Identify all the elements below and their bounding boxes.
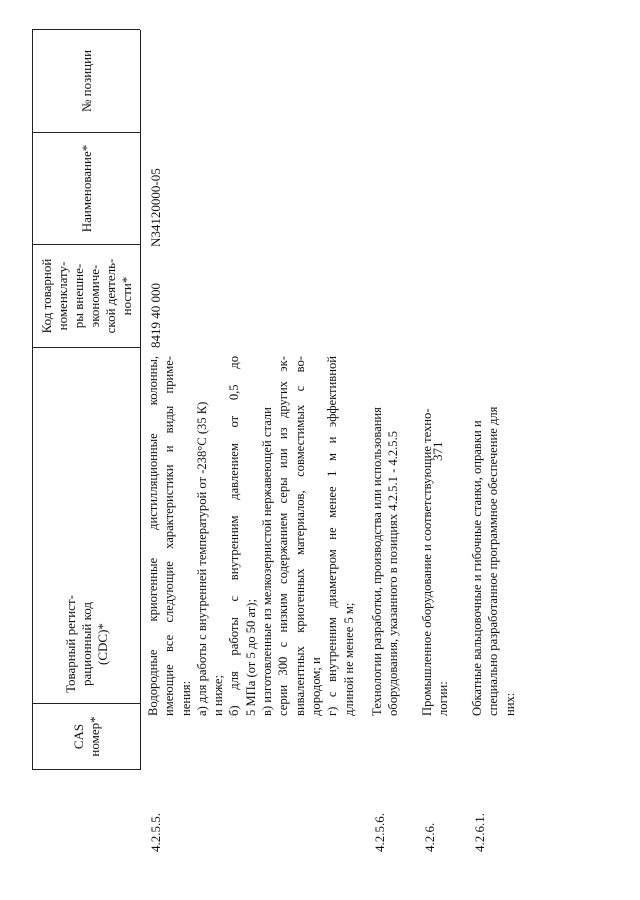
header-tnved-line: Код товарной (38, 258, 54, 334)
header-name-text: Наименование* (78, 144, 94, 233)
name-text-block (145, 356, 360, 716)
row-name-4.2.5.5 (145, 356, 360, 716)
name-line: в) изготовленные из мелкозернистой нержавеющей стали (260, 407, 275, 716)
name-line: вивалентных криогенных материалов, совместимых с во- (292, 356, 307, 716)
row-position-4.2.5.6 (372, 808, 388, 868)
name-line: 5 МПа (от 5 до 50 ат); (243, 599, 258, 716)
name-line: специально разработанное программное обеспечение для (486, 406, 501, 716)
row-cdc-4.2.5.5 (148, 145, 164, 247)
header-cdc-line: Товарный регист- (62, 595, 78, 693)
name-line: нения: (178, 680, 193, 716)
header-tnved-line: ской деятель- (102, 258, 118, 334)
name-line: длиной не менее 5 м; (341, 602, 356, 716)
position-text: 4.2.6. (422, 822, 437, 852)
name-line: имеющие все следующие характеристики и виды приме- (162, 356, 177, 716)
name-text-block (419, 356, 455, 716)
header-cdc-line: (CDC)* (94, 623, 110, 665)
header-tnved-line: ности* (118, 276, 134, 316)
name-line: серии 300 с низким содержанием серы или из других эк- (276, 356, 291, 716)
name-text-block (369, 356, 405, 716)
tnved-text: 8419 40 000 (148, 283, 163, 348)
row-tnved-4.2.5.5 (148, 248, 164, 348)
header-tnved-line: ры внешне- (70, 263, 86, 329)
name-line: Водородные криогенные дистилляционные колонны, (146, 356, 160, 716)
row-position-4.2.6.1 (472, 808, 488, 868)
name-line: а) для работы с внутренней температурой от -238°С (35 К) (194, 401, 209, 716)
name-line: дородом; и (308, 657, 323, 716)
name-line: г) с внутренним диаметром не менее 1 м и эффективной (325, 356, 340, 716)
header-cas-text: CAS номер* (70, 716, 102, 757)
header-position-text: № позиции (78, 49, 94, 113)
header-tnved-line: номенклату- (54, 261, 70, 331)
row-name-4.2.6 (419, 356, 455, 716)
name-line: и ниже; (211, 675, 226, 716)
cdc-text: N34120000-05 (148, 168, 163, 247)
position-text: 4.2.5.6. (372, 813, 387, 852)
name-line: логии: (436, 681, 451, 716)
header-cdc-line: рационный код (78, 602, 94, 686)
name-line: Технологии разработки, производства или использования (370, 407, 384, 716)
name-line: б) для работы с внутренним давлением от 0,5 до (227, 356, 242, 716)
position-text: 4.2.6.1. (472, 813, 487, 852)
name-line: оборудования, указанного в позициях 4.2.5.1 - 4.2.5.5 (386, 430, 401, 716)
row-name-4.2.5.6 (369, 356, 405, 716)
row-position-4.2.6 (422, 808, 438, 868)
page-number: 371 (430, 441, 445, 461)
row-name-4.2.6.1 (469, 356, 521, 716)
row-position-4.2.5.5 (148, 808, 164, 868)
name-line: Обкатные вальцовочные и гибочные станки, оправки и (470, 420, 484, 716)
header-tnved-line: экономиче- (86, 264, 102, 328)
name-line: Промышленное оборудование и соответствующие техно- (420, 408, 434, 716)
name-line: них: (502, 692, 517, 716)
position-text: 4.2.5.5. (148, 813, 163, 852)
name-text-block (469, 356, 521, 716)
